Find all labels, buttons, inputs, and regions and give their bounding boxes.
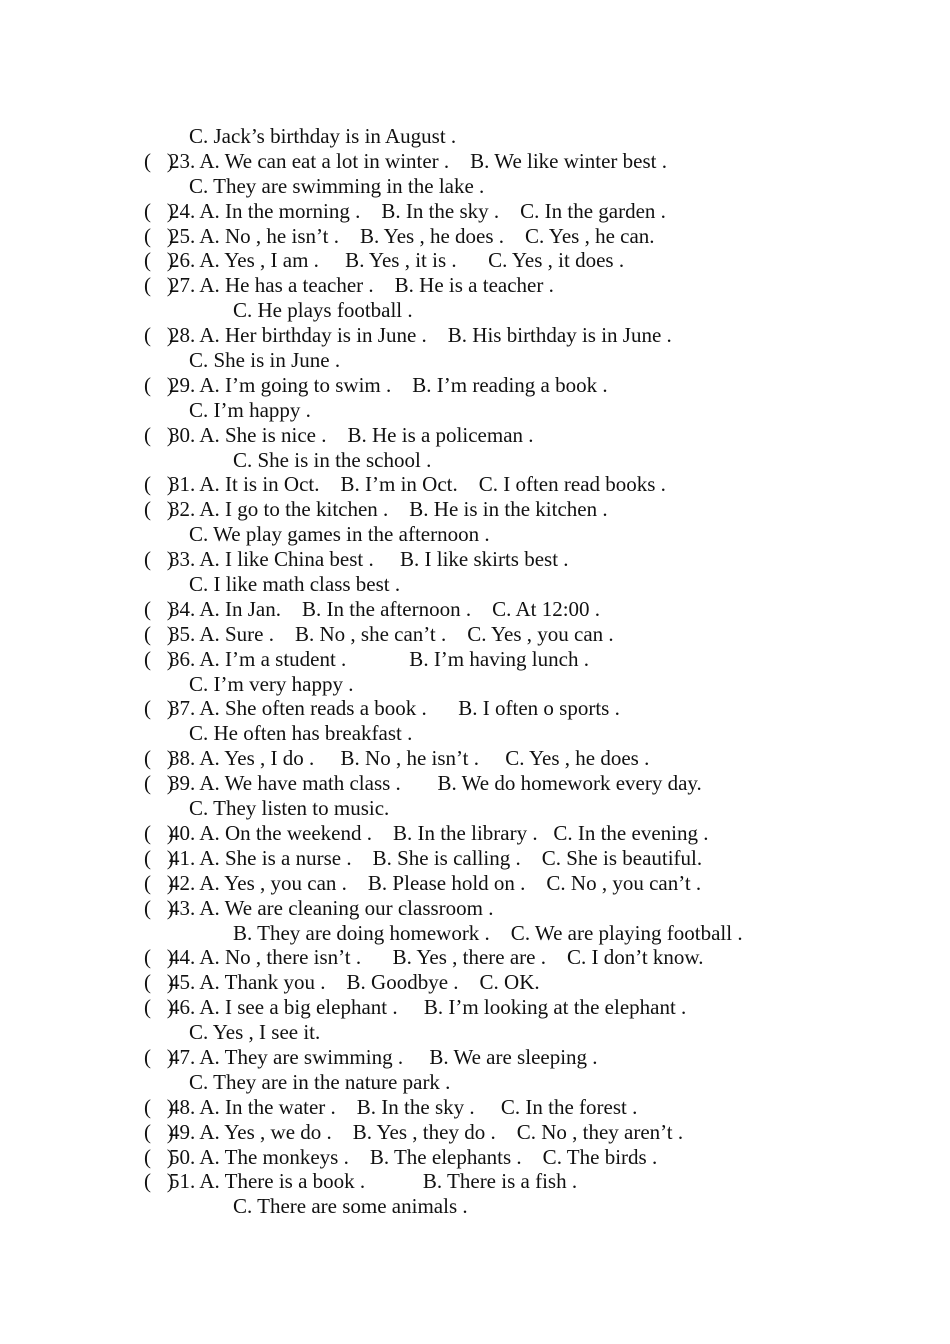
answer-blank: ( ) (144, 248, 174, 273)
option-text: C. He plays football . (233, 298, 413, 323)
answer-blank: ( ) (144, 223, 174, 248)
answer-blank: ( ) (144, 547, 174, 572)
answer-blank: ( ) (144, 621, 174, 646)
question-text: 26. A. Yes , I am . B. Yes , it is . C. Yes , it does . (169, 248, 625, 273)
answer-blank: ( ) (144, 945, 174, 970)
answer-blank: ( ) (144, 323, 174, 348)
question-line (0, 1120, 950, 1145)
answer-blank: ( ) (144, 771, 174, 796)
option-text: C. There are some animals . (233, 1194, 468, 1219)
answer-blank: ( ) (144, 1044, 174, 1069)
answer-blank: ( ) (144, 1119, 174, 1144)
option-text: C. He often has breakfast . (189, 721, 413, 746)
option-continuation-line (0, 921, 950, 946)
answer-blank: ( ) (144, 895, 174, 920)
answer-blank: ( ) (144, 970, 174, 995)
option-continuation-line (0, 398, 950, 423)
question-line (0, 224, 950, 249)
option-text: C. She is in the school . (233, 447, 432, 472)
question-text: 43. A. We are cleaning our classroom . (169, 895, 494, 920)
question-line (0, 871, 950, 896)
question-text: 28. A. Her birthday is in June . B. His birthday is in June . (169, 323, 672, 348)
question-line (0, 846, 950, 871)
question-line (0, 273, 950, 298)
question-line (0, 423, 950, 448)
question-line (0, 696, 950, 721)
question-text: 27. A. He has a teacher . B. He is a teacher . (169, 273, 554, 298)
question-line (0, 647, 950, 672)
question-text: 37. A. She often reads a book . B. I often o sports . (169, 696, 620, 721)
question-text: 50. A. The monkeys . B. The elephants . C. The birds . (169, 1144, 658, 1169)
option-text: C. We play games in the afternoon . (189, 522, 490, 547)
question-line (0, 945, 950, 970)
answer-blank: ( ) (144, 845, 174, 870)
answer-blank: ( ) (144, 422, 174, 447)
question-text: 35. A. Sure . B. No , she can’t . C. Yes , you can . (169, 621, 614, 646)
answer-blank: ( ) (144, 995, 174, 1020)
answer-blank: ( ) (144, 198, 174, 223)
question-line (0, 821, 950, 846)
question-text: 34. A. In Jan. B. In the afternoon . C. At 12:00 . (169, 596, 601, 621)
option-text: C. She is in June . (189, 348, 341, 373)
option-continuation-line (0, 522, 950, 547)
question-line (0, 199, 950, 224)
answer-blank: ( ) (144, 497, 174, 522)
question-line (0, 746, 950, 771)
answer-blank: ( ) (144, 1094, 174, 1119)
option-continuation-line (0, 672, 950, 697)
question-line (0, 497, 950, 522)
question-line (0, 472, 950, 497)
worksheet-page (0, 124, 950, 1219)
question-text: 33. A. I like China best . B. I like skirts best . (169, 547, 569, 572)
answer-blank: ( ) (144, 746, 174, 771)
question-line (0, 373, 950, 398)
question-line (0, 1145, 950, 1170)
option-continuation-line (0, 721, 950, 746)
answer-blank: ( ) (144, 1169, 174, 1194)
question-text: 32. A. I go to the kitchen . B. He is in the kitchen . (169, 497, 608, 522)
option-text: C. I’m very happy . (189, 671, 354, 696)
question-text: 48. A. In the water . B. In the sky . C. In the forest . (169, 1094, 638, 1119)
option-text: C. I’m happy . (189, 397, 311, 422)
answer-blank: ( ) (144, 646, 174, 671)
answer-blank: ( ) (144, 596, 174, 621)
answer-blank: ( ) (144, 472, 174, 497)
question-text: 25. A. No , he isn’t . B. Yes , he does . C. Yes , he can. (169, 223, 655, 248)
answer-blank: ( ) (144, 696, 174, 721)
option-text: B. They are doing homework . C. We are playing football . (233, 920, 743, 945)
question-text: 23. A. We can eat a lot in winter . B. We like winter best . (169, 148, 667, 173)
question-text: 36. A. I’m a student . B. I’m having lunch . (169, 646, 589, 671)
question-line (0, 771, 950, 796)
question-text: 46. A. I see a big elephant . B. I’m looking at the elephant . (169, 995, 687, 1020)
question-text: 40. A. On the weekend . B. In the library . C. In the evening . (169, 820, 709, 845)
option-continuation-line (0, 1070, 950, 1095)
answer-blank: ( ) (144, 372, 174, 397)
option-continuation-line (0, 298, 950, 323)
question-text: 44. A. No , there isn’t . B. Yes , there are . C. I don’t know. (169, 945, 704, 970)
question-line (0, 248, 950, 273)
answer-blank: ( ) (144, 1144, 174, 1169)
option-continuation-line (0, 448, 950, 473)
question-text: 30. A. She is nice . B. He is a policeman . (169, 422, 534, 447)
option-text: C. They are in the nature park . (189, 1069, 451, 1094)
question-line (0, 1045, 950, 1070)
question-line (0, 1169, 950, 1194)
question-text: 42. A. Yes , you can . B. Please hold on . C. No , you can’t . (169, 870, 702, 895)
question-line (0, 547, 950, 572)
option-text: C. Jack’s birthday is in August . (189, 124, 457, 148)
question-line (0, 970, 950, 995)
answer-blank: ( ) (144, 870, 174, 895)
option-continuation-line (0, 1194, 950, 1219)
question-text: 51. A. There is a book . B. There is a fish . (169, 1169, 578, 1194)
option-continuation-line (0, 796, 950, 821)
answer-blank: ( ) (144, 273, 174, 298)
option-continuation-line (0, 348, 950, 373)
option-continuation-line (0, 1020, 950, 1045)
question-line (0, 896, 950, 921)
option-text: C. They are swimming in the lake . (189, 173, 485, 198)
question-text: 38. A. Yes , I do . B. No , he isn’t . C. Yes , he does . (169, 746, 650, 771)
question-text: 24. A. In the morning . B. In the sky . C. In the garden . (169, 198, 666, 223)
question-line (0, 597, 950, 622)
question-line (0, 323, 950, 348)
answer-blank: ( ) (144, 820, 174, 845)
question-text: 29. A. I’m going to swim . B. I’m reading a book . (169, 372, 608, 397)
question-text: 47. A. They are swimming . B. We are sleeping . (169, 1044, 598, 1069)
option-continuation-line (0, 124, 950, 149)
option-text: C. I like math class best . (189, 572, 401, 597)
question-line (0, 995, 950, 1020)
question-text: 41. A. She is a nurse . B. She is calling . C. She is beautiful. (169, 845, 703, 870)
question-text: 31. A. It is in Oct. B. I’m in Oct. C. I often read books . (169, 472, 666, 497)
question-text: 49. A. Yes , we do . B. Yes , they do . C. No , they aren’t . (169, 1119, 684, 1144)
option-text: C. They listen to music. (189, 796, 390, 821)
option-text: C. Yes , I see it. (189, 1020, 321, 1045)
option-continuation-line (0, 174, 950, 199)
question-line (0, 622, 950, 647)
answer-blank: ( ) (144, 148, 174, 173)
question-text: 39. A. We have math class . B. We do homework every day. (169, 771, 702, 796)
question-line (0, 149, 950, 174)
option-continuation-line (0, 572, 950, 597)
question-text: 45. A. Thank you . B. Goodbye . C. OK. (169, 970, 540, 995)
question-line (0, 1095, 950, 1120)
